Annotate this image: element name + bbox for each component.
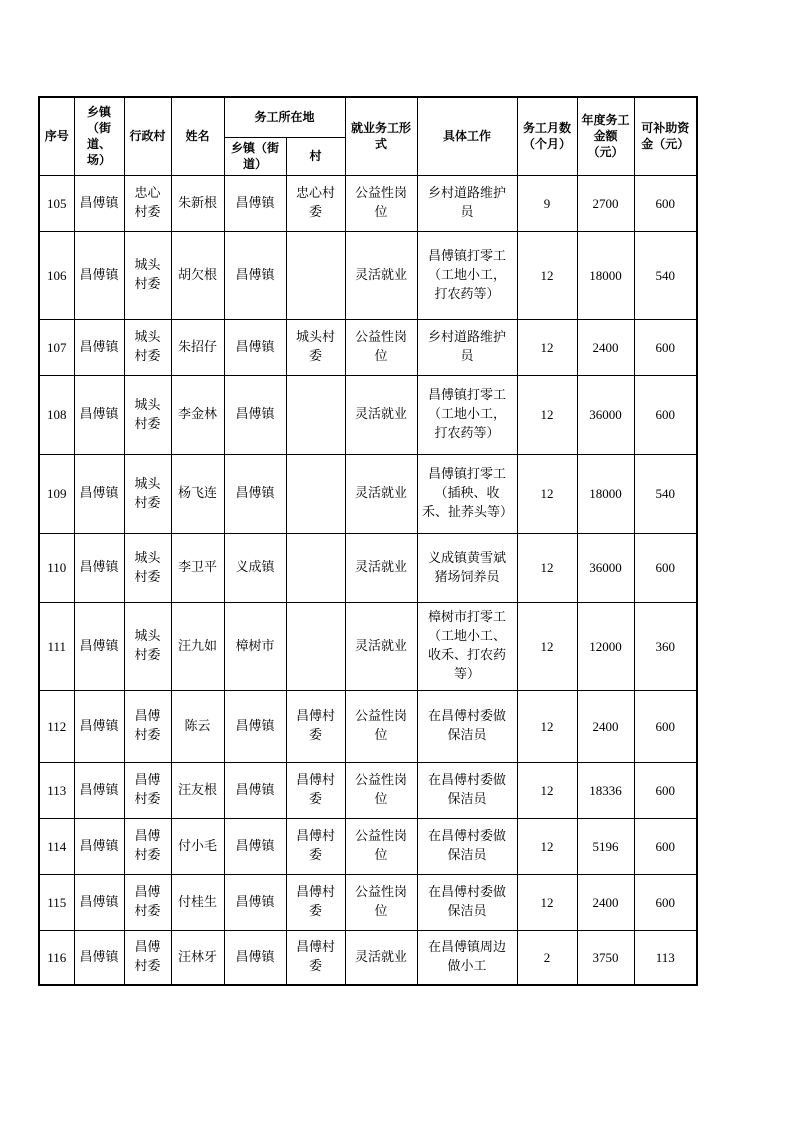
table-row xyxy=(39,231,697,319)
cell-work-village xyxy=(286,533,345,602)
header-town: 乡镇（街道、场） xyxy=(74,97,124,175)
cell-subsidy: 600 xyxy=(634,762,697,818)
cell-months: 12 xyxy=(517,231,577,319)
employment-subsidy-table xyxy=(38,96,698,986)
cell-months: 12 xyxy=(517,319,577,375)
cell-job: 昌傅镇打零工（插秧、收禾、扯荞头等） xyxy=(417,454,517,533)
cell-subsidy: 600 xyxy=(634,319,697,375)
cell-months: 12 xyxy=(517,874,577,930)
cell-work-town: 昌傅镇 xyxy=(224,690,286,762)
cell-village: 城头村委 xyxy=(124,602,171,690)
cell-months: 12 xyxy=(517,375,577,454)
cell-amount: 2700 xyxy=(577,175,634,231)
header-work-village: 村 xyxy=(286,137,345,175)
cell-work-village: 昌傅村委 xyxy=(286,930,345,985)
cell-subsidy: 540 xyxy=(634,231,697,319)
cell-subsidy: 540 xyxy=(634,454,697,533)
table-row xyxy=(39,319,697,375)
table-row xyxy=(39,874,697,930)
cell-amount: 36000 xyxy=(577,375,634,454)
cell-name: 付桂生 xyxy=(171,874,224,930)
cell-subsidy: 600 xyxy=(634,818,697,874)
cell-name: 汪九如 xyxy=(171,602,224,690)
cell-form: 灵活就业 xyxy=(345,602,417,690)
cell-form: 公益性岗位 xyxy=(345,818,417,874)
cell-work-village xyxy=(286,454,345,533)
cell-town: 昌傅镇 xyxy=(74,818,124,874)
cell-amount: 3750 xyxy=(577,930,634,985)
cell-months: 12 xyxy=(517,602,577,690)
cell-work-village: 昌傅村委 xyxy=(286,762,345,818)
cell-work-town: 樟树市 xyxy=(224,602,286,690)
cell-seq: 114 xyxy=(39,818,74,874)
cell-subsidy: 600 xyxy=(634,874,697,930)
cell-town: 昌傅镇 xyxy=(74,454,124,533)
cell-form: 公益性岗位 xyxy=(345,762,417,818)
header-amount: 年度务工金额（元） xyxy=(577,97,634,175)
cell-work-village xyxy=(286,375,345,454)
cell-village: 昌傅村委 xyxy=(124,930,171,985)
cell-months: 12 xyxy=(517,533,577,602)
cell-village: 城头村委 xyxy=(124,375,171,454)
cell-village: 城头村委 xyxy=(124,231,171,319)
cell-seq: 116 xyxy=(39,930,74,985)
cell-months: 9 xyxy=(517,175,577,231)
cell-amount: 5196 xyxy=(577,818,634,874)
cell-work-town: 昌傅镇 xyxy=(224,762,286,818)
header-seq: 序号 xyxy=(39,97,74,175)
cell-seq: 113 xyxy=(39,762,74,818)
cell-job: 在昌傅村委做保洁员 xyxy=(417,874,517,930)
header-work-town: 乡镇（街道） xyxy=(224,137,286,175)
cell-town: 昌傅镇 xyxy=(74,690,124,762)
cell-town: 昌傅镇 xyxy=(74,874,124,930)
cell-form: 灵活就业 xyxy=(345,533,417,602)
cell-seq: 109 xyxy=(39,454,74,533)
cell-job: 在昌傅镇周边做小工 xyxy=(417,930,517,985)
cell-form: 灵活就业 xyxy=(345,375,417,454)
cell-months: 12 xyxy=(517,690,577,762)
cell-village: 忠心村委 xyxy=(124,175,171,231)
cell-months: 12 xyxy=(517,454,577,533)
cell-name: 付小毛 xyxy=(171,818,224,874)
cell-village: 昌傅村委 xyxy=(124,690,171,762)
cell-seq: 112 xyxy=(39,690,74,762)
cell-job: 昌傅镇打零工（工地小工，打农药等） xyxy=(417,375,517,454)
cell-name: 胡欠根 xyxy=(171,231,224,319)
cell-work-town: 昌傅镇 xyxy=(224,175,286,231)
header-job: 具体工作 xyxy=(417,97,517,175)
cell-village: 城头村委 xyxy=(124,454,171,533)
cell-name: 陈云 xyxy=(171,690,224,762)
header-name: 姓名 xyxy=(171,97,224,175)
cell-amount: 2400 xyxy=(577,874,634,930)
table-row xyxy=(39,762,697,818)
cell-amount: 2400 xyxy=(577,319,634,375)
cell-seq: 107 xyxy=(39,319,74,375)
cell-amount: 36000 xyxy=(577,533,634,602)
cell-job: 樟树市打零工（工地小工、收禾、打农药等） xyxy=(417,602,517,690)
header-form: 就业务工形式 xyxy=(345,97,417,175)
cell-name: 汪林牙 xyxy=(171,930,224,985)
cell-form: 灵活就业 xyxy=(345,454,417,533)
cell-work-town: 昌傅镇 xyxy=(224,454,286,533)
cell-form: 灵活就业 xyxy=(345,930,417,985)
cell-subsidy: 360 xyxy=(634,602,697,690)
cell-amount: 2400 xyxy=(577,690,634,762)
cell-months: 12 xyxy=(517,818,577,874)
header-work-place: 务工所在地 xyxy=(224,97,345,137)
cell-village: 昌傅村委 xyxy=(124,874,171,930)
cell-name: 朱招仔 xyxy=(171,319,224,375)
cell-months: 12 xyxy=(517,762,577,818)
cell-work-village: 忠心村委 xyxy=(286,175,345,231)
cell-seq: 110 xyxy=(39,533,74,602)
cell-amount: 18336 xyxy=(577,762,634,818)
cell-work-village: 城头村委 xyxy=(286,319,345,375)
cell-job: 义成镇黄雪斌猪场饲养员 xyxy=(417,533,517,602)
header-months: 务工月数（个月） xyxy=(517,97,577,175)
cell-job: 在昌傅村委做保洁员 xyxy=(417,690,517,762)
cell-work-village xyxy=(286,602,345,690)
cell-form: 灵活就业 xyxy=(345,231,417,319)
cell-name: 李金林 xyxy=(171,375,224,454)
table-row xyxy=(39,602,697,690)
cell-subsidy: 600 xyxy=(634,175,697,231)
cell-months: 2 xyxy=(517,930,577,985)
cell-work-town: 昌傅镇 xyxy=(224,375,286,454)
cell-job: 昌傅镇打零工（工地小工，打农药等） xyxy=(417,231,517,319)
cell-job: 乡村道路维护员 xyxy=(417,319,517,375)
cell-work-village: 昌傅村委 xyxy=(286,818,345,874)
cell-seq: 108 xyxy=(39,375,74,454)
cell-name: 杨飞连 xyxy=(171,454,224,533)
cell-town: 昌傅镇 xyxy=(74,602,124,690)
cell-village: 昌傅村委 xyxy=(124,762,171,818)
cell-town: 昌傅镇 xyxy=(74,762,124,818)
cell-job: 在昌傅村委做保洁员 xyxy=(417,818,517,874)
cell-work-town: 昌傅镇 xyxy=(224,231,286,319)
cell-town: 昌傅镇 xyxy=(74,533,124,602)
cell-form: 公益性岗位 xyxy=(345,690,417,762)
cell-work-town: 昌傅镇 xyxy=(224,818,286,874)
cell-town: 昌傅镇 xyxy=(74,319,124,375)
cell-amount: 18000 xyxy=(577,454,634,533)
cell-village: 昌傅村委 xyxy=(124,818,171,874)
cell-form: 公益性岗位 xyxy=(345,175,417,231)
cell-work-town: 昌傅镇 xyxy=(224,319,286,375)
table-row xyxy=(39,930,697,985)
table-body xyxy=(39,175,697,985)
cell-job: 在昌傅村委做保洁员 xyxy=(417,762,517,818)
cell-subsidy: 600 xyxy=(634,690,697,762)
cell-town: 昌傅镇 xyxy=(74,231,124,319)
cell-subsidy: 600 xyxy=(634,375,697,454)
cell-work-town: 义成镇 xyxy=(224,533,286,602)
cell-village: 城头村委 xyxy=(124,319,171,375)
table-row xyxy=(39,533,697,602)
table-row xyxy=(39,818,697,874)
cell-form: 公益性岗位 xyxy=(345,319,417,375)
cell-amount: 18000 xyxy=(577,231,634,319)
cell-form: 公益性岗位 xyxy=(345,874,417,930)
cell-subsidy: 113 xyxy=(634,930,697,985)
table-row xyxy=(39,175,697,231)
cell-name: 汪友根 xyxy=(171,762,224,818)
cell-job: 乡村道路维护员 xyxy=(417,175,517,231)
cell-work-town: 昌傅镇 xyxy=(224,930,286,985)
cell-work-village xyxy=(286,231,345,319)
cell-name: 朱新根 xyxy=(171,175,224,231)
header-subsidy: 可补助资金（元） xyxy=(634,97,697,175)
cell-seq: 111 xyxy=(39,602,74,690)
cell-work-village: 昌傅村委 xyxy=(286,874,345,930)
cell-amount: 12000 xyxy=(577,602,634,690)
cell-village: 城头村委 xyxy=(124,533,171,602)
header-village: 行政村 xyxy=(124,97,171,175)
cell-town: 昌傅镇 xyxy=(74,175,124,231)
cell-seq: 115 xyxy=(39,874,74,930)
cell-work-town: 昌傅镇 xyxy=(224,874,286,930)
table-row xyxy=(39,375,697,454)
cell-name: 李卫平 xyxy=(171,533,224,602)
table-row xyxy=(39,690,697,762)
cell-seq: 106 xyxy=(39,231,74,319)
cell-work-village: 昌傅村委 xyxy=(286,690,345,762)
cell-town: 昌傅镇 xyxy=(74,930,124,985)
cell-town: 昌傅镇 xyxy=(74,375,124,454)
cell-subsidy: 600 xyxy=(634,533,697,602)
table-row xyxy=(39,454,697,533)
cell-seq: 105 xyxy=(39,175,74,231)
